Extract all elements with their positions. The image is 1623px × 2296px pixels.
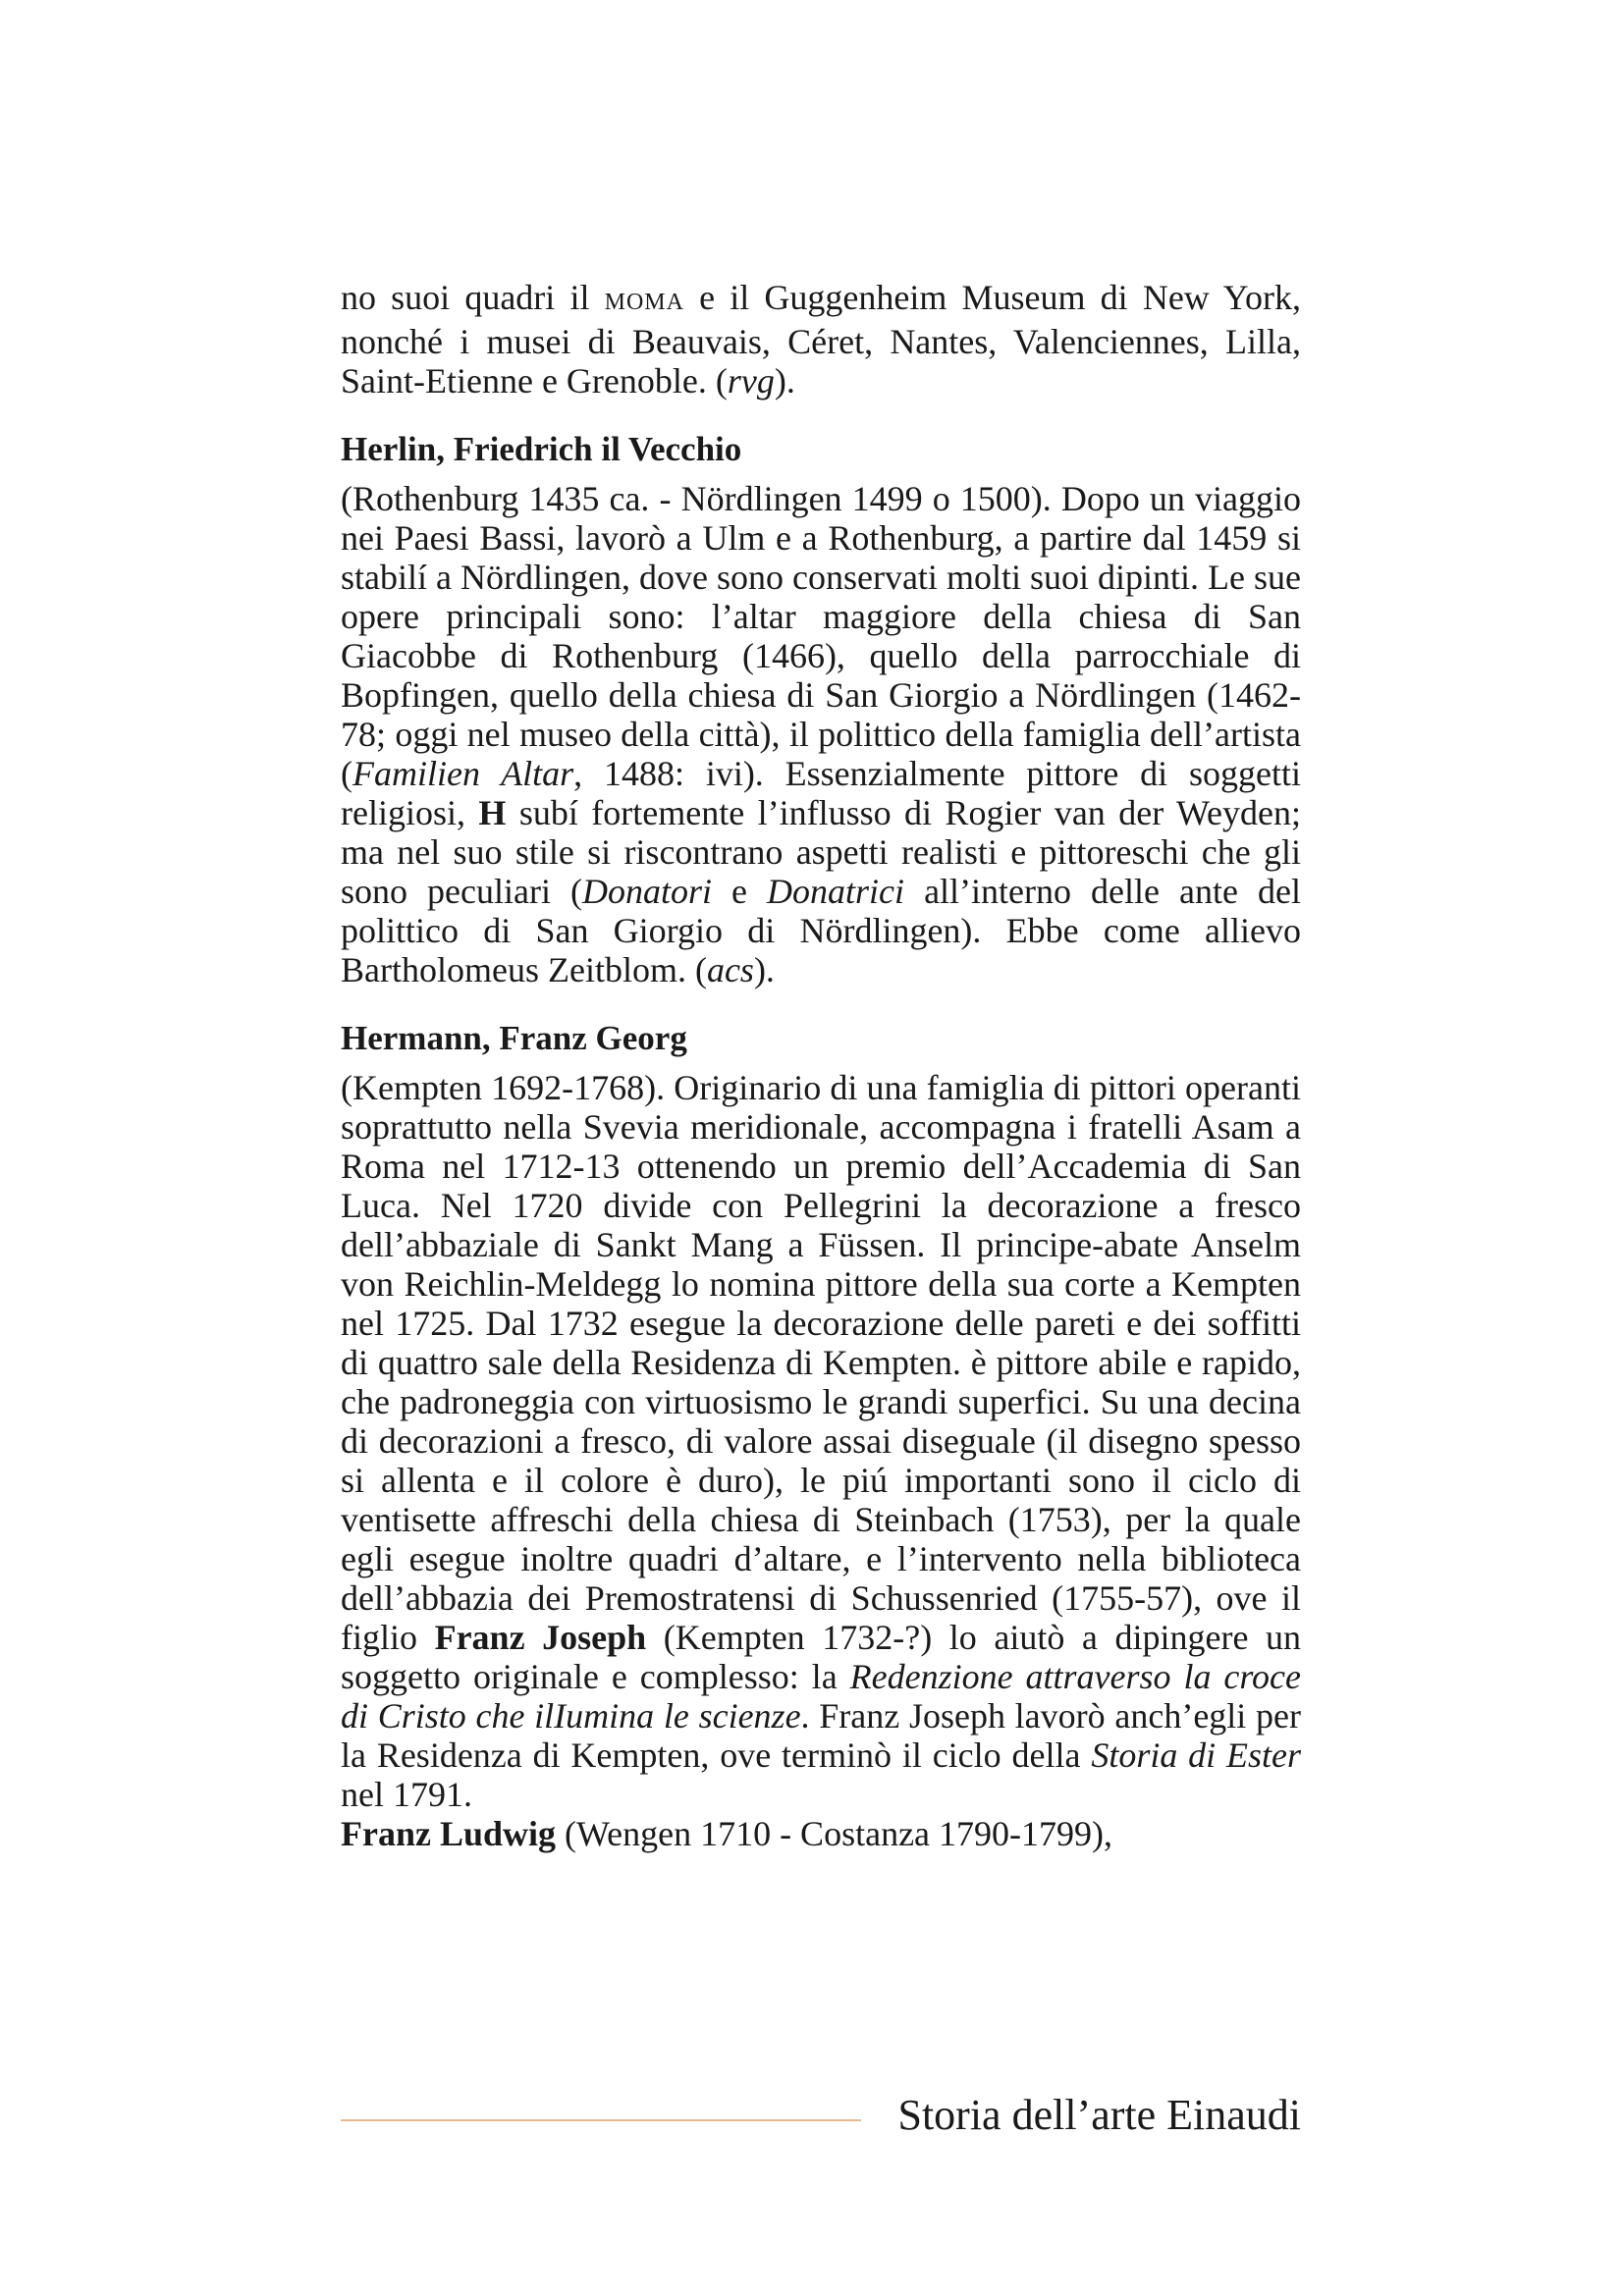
entry-body-continuation [341, 1814, 1301, 1853]
work-title: Donatori [581, 872, 712, 911]
bold-name: Franz Joseph [434, 1618, 647, 1657]
text-run: ). [774, 361, 795, 400]
text-run: . Franz Joseph lavorò anch’egli per la Residenza di Kempten, ove terminò il ciclo della [341, 1696, 1301, 1775]
footer-title: Storia dell’arte Einaudi [897, 2091, 1301, 2139]
bold-name: Franz Ludwig [341, 1814, 557, 1853]
entry-heading: Herlin, Friedrich il Vecchio [341, 430, 742, 468]
intro-paragraph [341, 278, 1301, 400]
text-run: e [712, 872, 768, 911]
work-title: Donatrici [767, 872, 905, 911]
author-signature: acs [706, 950, 754, 989]
text-run: all’interno delle ante del polittico di San Giorgio di Nördlingen). Ebbe come allievo Bartholomeus Zeitblom. ( [341, 872, 1301, 989]
text-run: (Kempten 1732-?) lo aiutò a dipingere un soggetto originale e complesso: la [341, 1618, 1301, 1696]
bold-name: H [478, 793, 507, 832]
entry-body [341, 479, 1301, 989]
work-title: Redenzione attraverso la croce di Cristo che ilIumina le scienze [341, 1657, 1301, 1735]
text-run: (Kempten 1692-1768). Originario di una famiglia di pittori operanti soprattutto nella Svevia meridionale, accompagna i fratelli Asam a Roma nel 1712-13 ottenendo un premio dell’Accademia di San Luca. Nel 1720 divide con Pellegrini la decorazione a fresco dell’abbaziale di Sankt Mang a Füssen. Il principe-abate Anselm von Reichlin-Meldegg lo nomina pittore della sua corte a Kempten nel 1725. Dal 1732 esegue la decorazione delle pareti e dei soffitti di quattro sale della Residenza di Kempten. è pittore abile e rapido, che padroneggia con virtuosismo le grandi superfici. Su una decina di decorazioni a fresco, di valore assai diseguale (il disegno spesso si allenta e il colore è duro), le piú importanti sono il ciclo di ventisette affreschi della chiesa di Steinbach (1753), per la quale egli esegue inoltre quadri d’altare, e l’intervento nella biblioteca dell’abbazia dei Premostratensi di Schussenried (1755-57), ove il figlio [341, 1068, 1301, 1657]
text-run: ). [753, 950, 775, 989]
entry-heading: Hermann, Franz Georg [341, 1019, 687, 1057]
text-run: (Wengen 1710 - Costanza 1790-1799), [556, 1814, 1112, 1853]
text-run: nel 1791. [341, 1775, 472, 1814]
text-run: e il Guggenheim Museum di New York, nonché i musei di Beauvais, Céret, Nantes, Valenciennes, Lilla, Saint-Etienne e Grenoble. ( [341, 278, 1302, 400]
text-run: subí fortemente l’influsso di Rogier van der Weyden; ma nel suo stile si riscontrano aspetti realisti e pittoreschi che gli sono peculiari ( [341, 793, 1302, 911]
text-run: no suoi quadri il [341, 278, 605, 317]
text-run: (Rothenburg 1435 ca. - Nördlingen 1499 o 1500). Dopo un viaggio nei Paesi Bassi, lavorò a Ulm e a Rothenburg, a partire dal 1459 si stabilí a Nördlingen, dove sono conservati molti suoi dipinti. Le sue opere principali sono: l’altar maggiore della chiesa di San Giacobbe di Rothenburg (1466), quello della parrocchiale di Bopfingen, quello della chiesa di San Giorgio a Nördlingen (1462-78; oggi nel museo della città), il polittico della famiglia dell’artista ( [341, 479, 1301, 793]
page-body [341, 278, 1301, 1853]
smallcaps-abbreviation: MOMA [604, 290, 684, 315]
work-title: Familien Altar [352, 754, 574, 793]
text-run: , 1488: ivi). Essenzialmente pittore di soggetti religiosi, [341, 754, 1301, 832]
footer-rule [341, 2119, 861, 2121]
author-signature: rvg [727, 361, 775, 400]
entry-body [341, 1068, 1301, 1814]
work-title: Storia di Ester [1091, 1735, 1301, 1775]
